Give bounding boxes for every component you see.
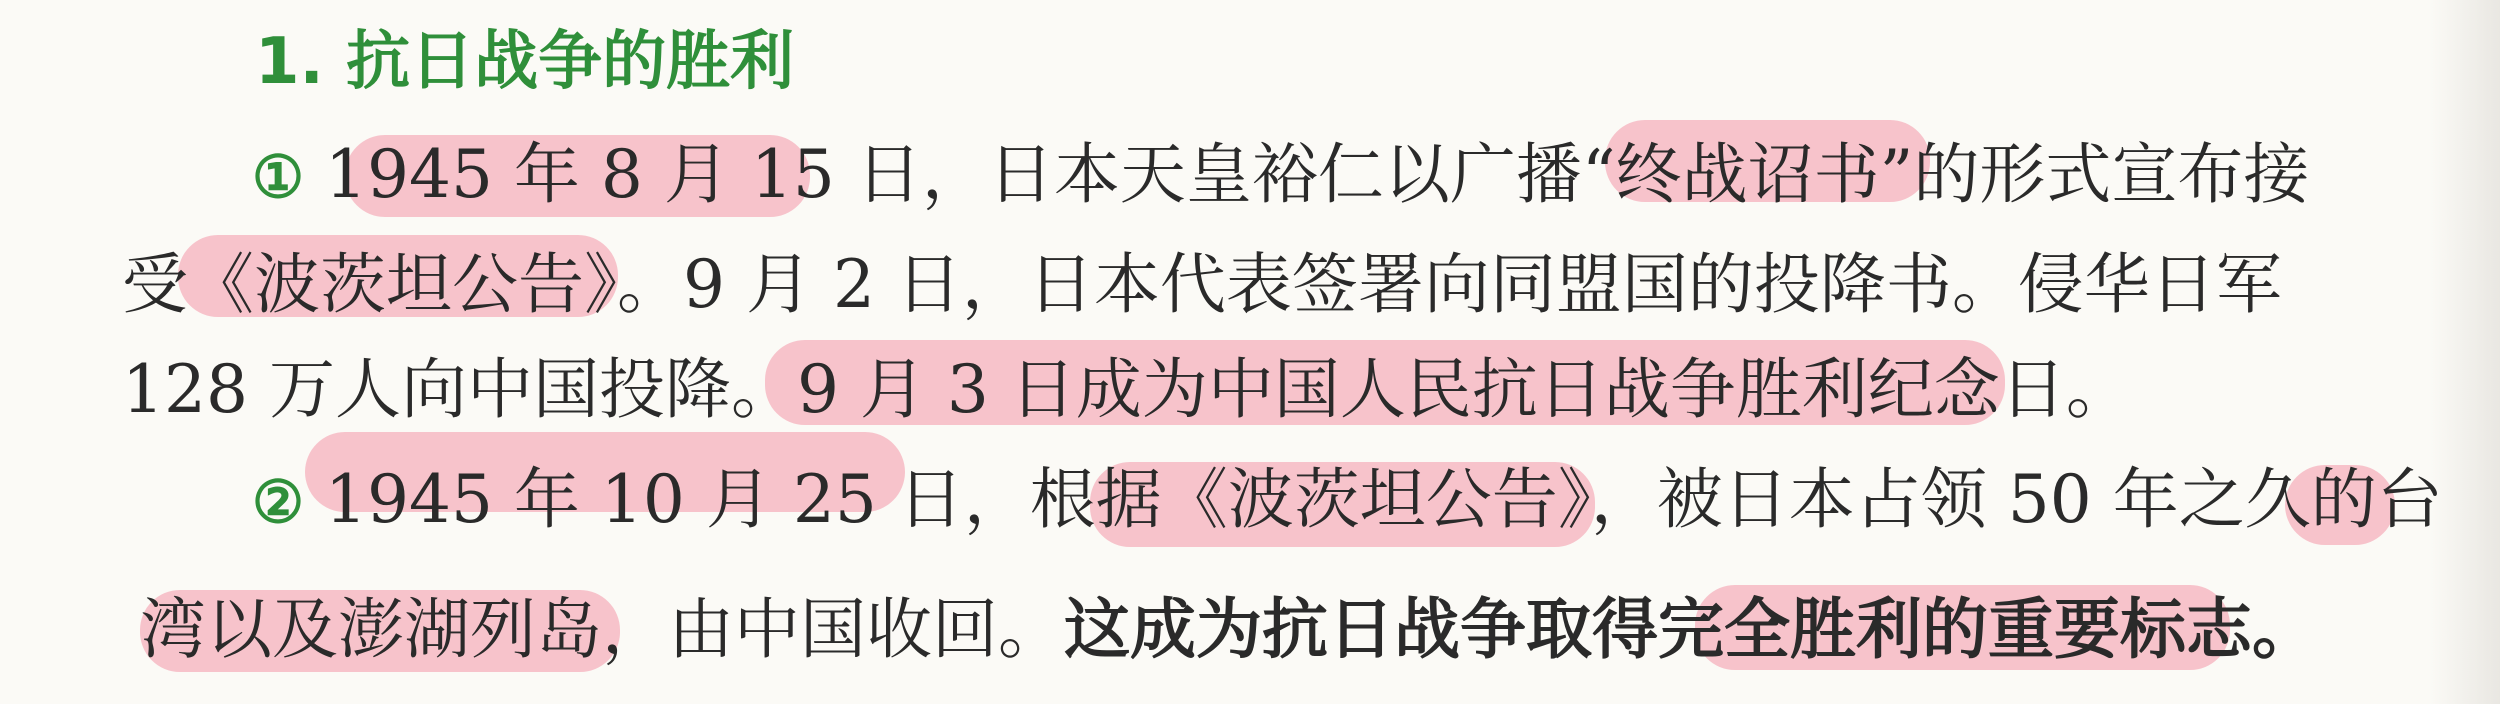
text-segment-bold: 这成为抗日战争取得 [1064, 591, 1658, 668]
text-segment-bold: 完全胜利的重要标志 [1658, 591, 2252, 668]
text-line-4 [0, 455, 2443, 545]
paragraph-marker-1: ① [252, 143, 304, 211]
text-segment: 9 月 3 日成为中国人民抗日战争胜利纪念日 [796, 351, 2066, 428]
text-segment: 。9 月 2 日，日本代表签署向同盟国的投降书。侵华日军 [617, 246, 2282, 323]
section-heading: 1. 抗日战争的胜利 [255, 25, 795, 99]
text-segment: 《波茨坦公告》 [188, 246, 617, 323]
text-line-1 [0, 130, 2309, 220]
text-segment: 湾以及澎湖列岛 [140, 591, 602, 668]
text-segment: ”的形式宣布接 [1879, 136, 2310, 213]
text-line-5 [0, 585, 2318, 675]
text-segment: 1945 年 10 月 25 日 [324, 461, 964, 538]
text-segment: 128 万人向中国投降。 [122, 351, 797, 428]
text-line-3 [0, 345, 2132, 435]
text-segment: ，根据 [963, 461, 1162, 538]
text-segment: 《波茨坦公告》，被 [1161, 461, 1723, 538]
text-segment: 终战诏书 [1615, 136, 1880, 213]
text-segment-bold: 。 [2252, 591, 2318, 668]
text-segment: 日，日本天皇裕仁以广播“ [834, 136, 1616, 213]
text-segment: 台 [2376, 461, 2443, 538]
text-segment: 日本占领 50 年之久的 [1722, 461, 2377, 538]
text-segment: 1945 年 8 月 15 [324, 136, 835, 213]
text-segment: 。 [2065, 351, 2132, 428]
text-line-2 [0, 240, 2282, 330]
text-segment: 受 [122, 246, 188, 323]
paragraph-marker-2: ② [252, 468, 304, 536]
page-edge-shadow [2430, 0, 2500, 704]
text-segment: ，由中国收回。 [602, 591, 1064, 668]
